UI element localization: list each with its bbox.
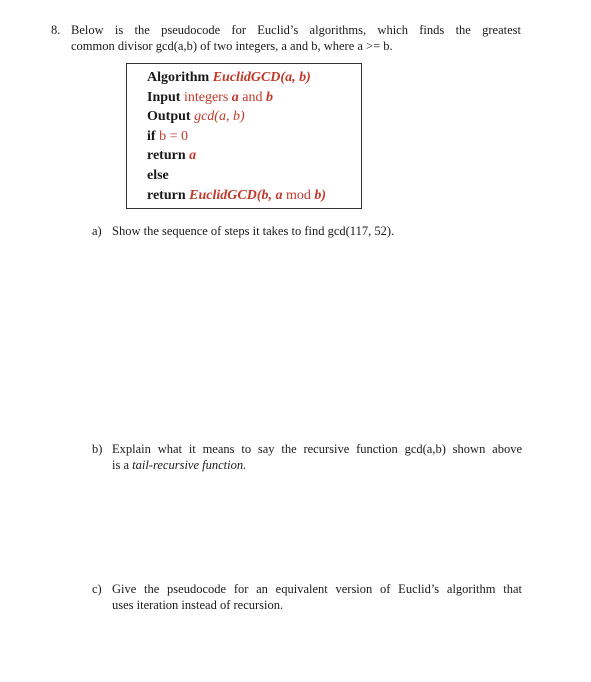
output-keyword: Output bbox=[147, 109, 191, 125]
part-c bbox=[92, 582, 522, 613]
part-b-term: tail-recursive function. bbox=[132, 457, 247, 472]
else-keyword: else bbox=[147, 167, 169, 183]
part-c-text-2: uses iteration instead of recursion. bbox=[112, 597, 284, 612]
algorithm-keyword: Algorithm bbox=[147, 70, 210, 85]
question-text-2: common divisor gcd(a,b) of two integers, a and b, where a >= b. bbox=[71, 39, 393, 53]
algo-output-line bbox=[147, 107, 361, 127]
recursive-return-keyword: return bbox=[147, 187, 186, 203]
if-keyword: if bbox=[147, 128, 156, 144]
part-a-letter: a) bbox=[92, 224, 102, 238]
input-var-b: b bbox=[266, 89, 274, 105]
part-c-text-1: Give the pseudocode for an equivalent version of Euclid’s algorithm that bbox=[112, 582, 522, 596]
input-text: integers bbox=[183, 89, 229, 105]
part-b-text-2-prefix: is a bbox=[112, 457, 130, 472]
part-b-line-2 bbox=[92, 458, 522, 474]
input-var-a: a bbox=[231, 89, 239, 105]
algorithm-name: EuclidGCD bbox=[212, 70, 281, 85]
recursive-call-name: EuclidGCD bbox=[189, 187, 257, 203]
output-text: gcd(a, b) bbox=[194, 109, 245, 125]
if-condition: b = 0 bbox=[159, 128, 188, 144]
part-a bbox=[92, 224, 522, 240]
part-a-text: Show the sequence of steps it takes to find gcd(117, 52). bbox=[112, 224, 395, 238]
algo-input-line bbox=[147, 88, 361, 108]
question-text-1: Below is the pseudocode for Euclid’s algorithms, which finds the greatest bbox=[71, 23, 521, 37]
part-c-letter: c) bbox=[92, 582, 102, 596]
input-keyword: Input bbox=[147, 89, 181, 105]
question-intro bbox=[51, 22, 521, 54]
recursive-call-args-open: (b, a bbox=[256, 187, 283, 203]
part-b-line-1 bbox=[92, 442, 522, 458]
recursive-call-mod: mod bbox=[285, 187, 311, 203]
algo-header-line bbox=[147, 68, 361, 88]
question-line-1 bbox=[51, 22, 521, 38]
algo-return-a-line bbox=[147, 146, 361, 166]
return-keyword: return bbox=[147, 148, 186, 164]
pseudocode-box bbox=[126, 63, 362, 209]
algorithm-args: (a, b) bbox=[280, 70, 311, 85]
algo-else-line bbox=[147, 166, 361, 186]
return-value: a bbox=[189, 148, 197, 164]
recursive-call-args-close: b) bbox=[314, 187, 327, 203]
part-b-letter: b) bbox=[92, 442, 103, 456]
part-c-line-1 bbox=[92, 582, 522, 598]
question-number: 8. bbox=[51, 23, 61, 37]
input-and: and bbox=[242, 89, 263, 105]
part-b-text-1: Explain what it means to say the recursive function gcd(a,b) shown above bbox=[112, 442, 522, 456]
algo-if-line bbox=[147, 127, 361, 147]
part-b bbox=[92, 442, 522, 473]
algo-recursive-return-line bbox=[147, 186, 361, 206]
